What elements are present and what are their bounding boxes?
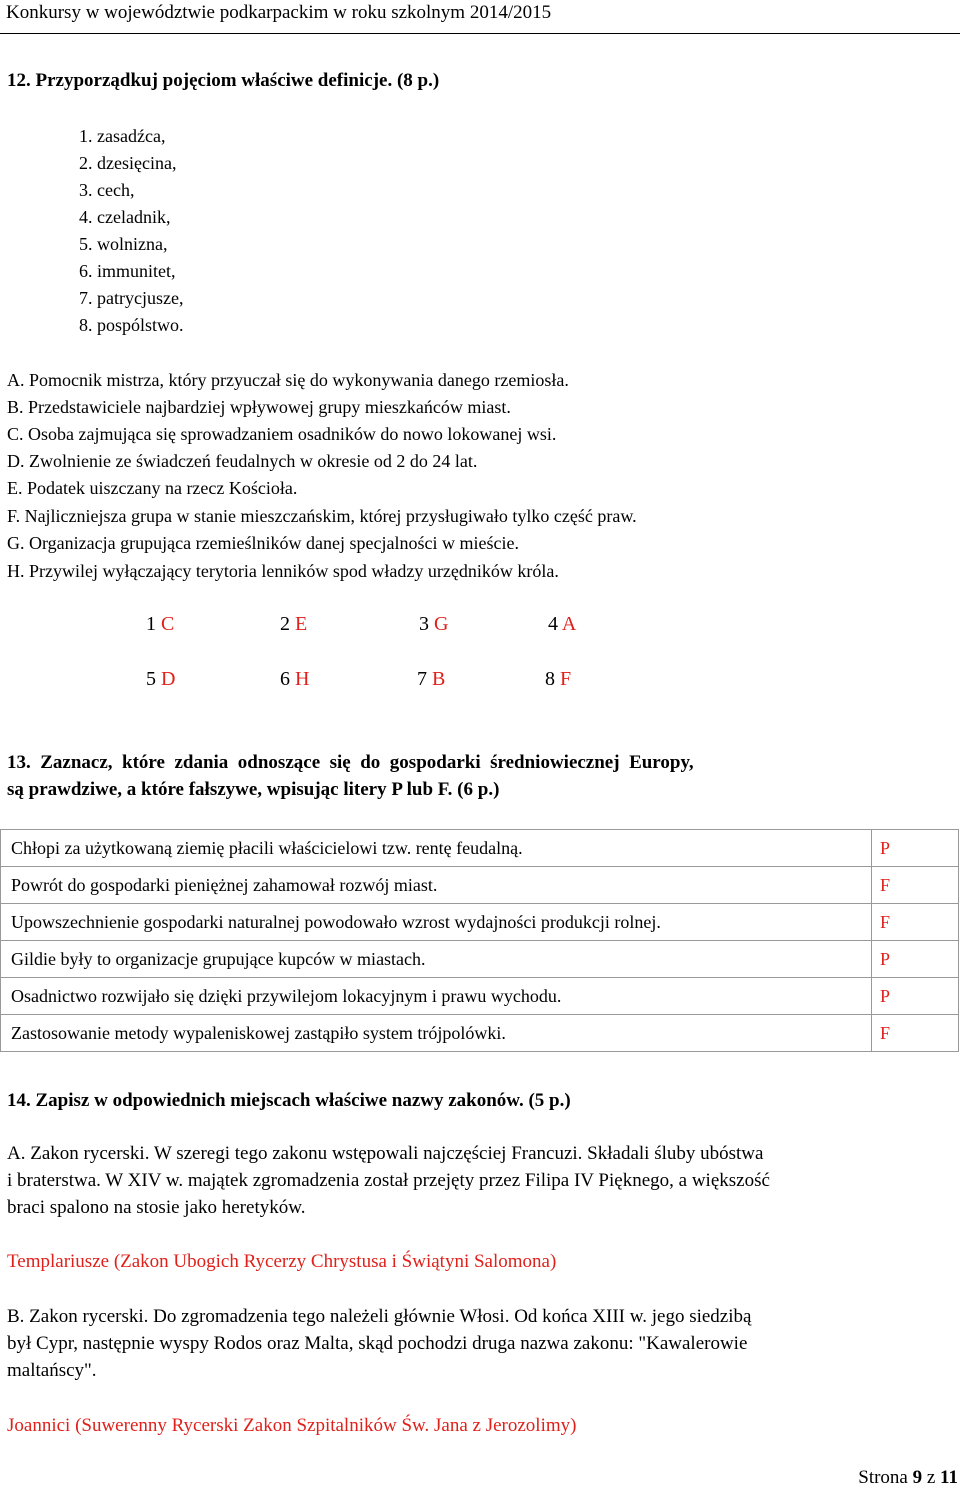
table-row — [1, 941, 959, 978]
q12-term: 4. czeladnik, — [79, 207, 171, 227]
q13-title-line-2: są prawdziwe, a które fałszywe, wpisując litery P lub F. (6 p.) — [7, 779, 500, 800]
answer-cell: F — [872, 904, 959, 941]
q13-title-line-1: 13. Zaznacz, które zdania odnoszące się do gospodarki średniowiecznej Europy, — [7, 752, 694, 773]
statement-cell: Chłopi za użytkowaną ziemię płacili właścicielowi tzw. rentę feudalną. — [1, 830, 872, 867]
q12-term: 1. zasadźca, — [79, 126, 166, 146]
q12-definition: E. Podatek uiszczany na rzecz Kościoła. — [7, 478, 298, 498]
q14-a-text-line-3: braci spalono na stosie jako heretyków. — [7, 1197, 306, 1218]
page-header-title: Konkursy w województwie podkarpackim w roku szkolnym 2014/2015 — [6, 2, 552, 23]
q12-definition: G. Organizacja grupująca rzemieślników danej specjalności w mieście. — [7, 533, 519, 553]
q14-title: 14. Zapisz w odpowiednich miejscach właściwe nazwy zakonów. (5 p.) — [7, 1090, 571, 1111]
q12-answer: 1 C — [146, 613, 175, 635]
table-row — [1, 830, 959, 867]
statement-cell: Powrót do gospodarki pieniężnej zahamował rozwój miast. — [1, 867, 872, 904]
q14-a-text-line-2: i braterstwa. W XIV w. majątek zgromadzenia został przejęty przez Filipa IV Pięknego, a większość — [7, 1170, 770, 1191]
q12-term: 2. dzesięcina, — [79, 153, 177, 173]
statement-cell: Zastosowanie metody wypaleniskowej zastąpiło system trójpolówki. — [1, 1015, 872, 1052]
q12-definition: B. Przedstawiciele najbardziej wpływowej grupy mieszkańców miast. — [7, 397, 511, 417]
q12-answer: 7 B — [417, 668, 446, 690]
answer-cell: P — [872, 941, 959, 978]
statement-cell: Upowszechnienie gospodarki naturalnej powodowało wzrost wydajności produkcji rolnej. — [1, 904, 872, 941]
table-row — [1, 1015, 959, 1052]
statement-cell: Gildie były to organizacje grupujące kupców w miastach. — [1, 941, 872, 978]
q12-answer: 8 F — [545, 668, 572, 690]
answer-cell: P — [872, 978, 959, 1015]
q12-definition: A. Pomocnik mistrza, który przyuczał się do wykonywania danego rzemiosła. — [7, 370, 569, 390]
q12-term: 3. cech, — [79, 180, 135, 200]
statement-cell: Osadnictwo rozwijało się dzięki przywilejom lokacyjnym i prawu wychodu. — [1, 978, 872, 1015]
answer-cell: F — [872, 867, 959, 904]
header-divider — [0, 33, 960, 34]
q12-term: 8. pospólstwo. — [79, 315, 184, 335]
page-number: Strona 9 z 11 — [858, 1467, 958, 1488]
q12-definition: F. Najliczniejsza grupa w stanie mieszczańskim, której przysługiwało tylko część praw. — [7, 506, 637, 526]
q14-b-text-line-1: B. Zakon rycerski. Do zgromadzenia tego należeli głównie Włosi. Od końca XIII w. jego siedzibą — [7, 1306, 752, 1327]
q12-definition: H. Przywilej wyłączający terytoria lenników spod władzy urzędników króla. — [7, 561, 559, 581]
q12-answer: 4 A — [548, 613, 577, 635]
q14-b-text-line-2: był Cypr, następnie wyspy Rodos oraz Malta, skąd pochodzi druga nazwa zakonu: "Kawalerowie — [7, 1333, 748, 1354]
q12-definition: C. Osoba zajmująca się sprowadzaniem osadników do nowo lokowanej wsi. — [7, 424, 557, 444]
q12-answer: 6 H — [280, 668, 310, 690]
q12-term: 5. wolnizna, — [79, 234, 168, 254]
q12-answer: 5 D — [146, 668, 176, 690]
table-row — [1, 867, 959, 904]
q12-answer: 3 G — [419, 613, 449, 635]
q12-definition: D. Zwolnienie ze świadczeń feudalnych w okresie od 2 do 24 lat. — [7, 451, 478, 471]
q12-term: 6. immunitet, — [79, 261, 176, 281]
q14-a-answer: Templariusze (Zakon Ubogich Rycerzy Chrystusa i Świątyni Salomona) — [7, 1251, 557, 1272]
q12-title: 12. Przyporządkuj pojęciom właściwe definicje. (8 p.) — [7, 70, 440, 91]
q12-term: 7. patrycjusze, — [79, 288, 184, 308]
table-row — [1, 904, 959, 941]
answer-cell: F — [872, 1015, 959, 1052]
q14-b-text-line-3: maltańscy". — [7, 1360, 97, 1381]
q13-true-false-table — [0, 829, 959, 1052]
answer-cell: P — [872, 830, 959, 867]
table-row — [1, 978, 959, 1015]
q14-a-text-line-1: A. Zakon rycerski. W szeregi tego zakonu wstępowali najczęściej Francuzi. Składali śluby ubóstwa — [7, 1143, 764, 1164]
q14-b-answer: Joannici (Suwerenny Rycerski Zakon Szpitalników Św. Jana z Jerozolimy) — [7, 1415, 577, 1436]
q12-answer: 2 E — [280, 613, 308, 635]
